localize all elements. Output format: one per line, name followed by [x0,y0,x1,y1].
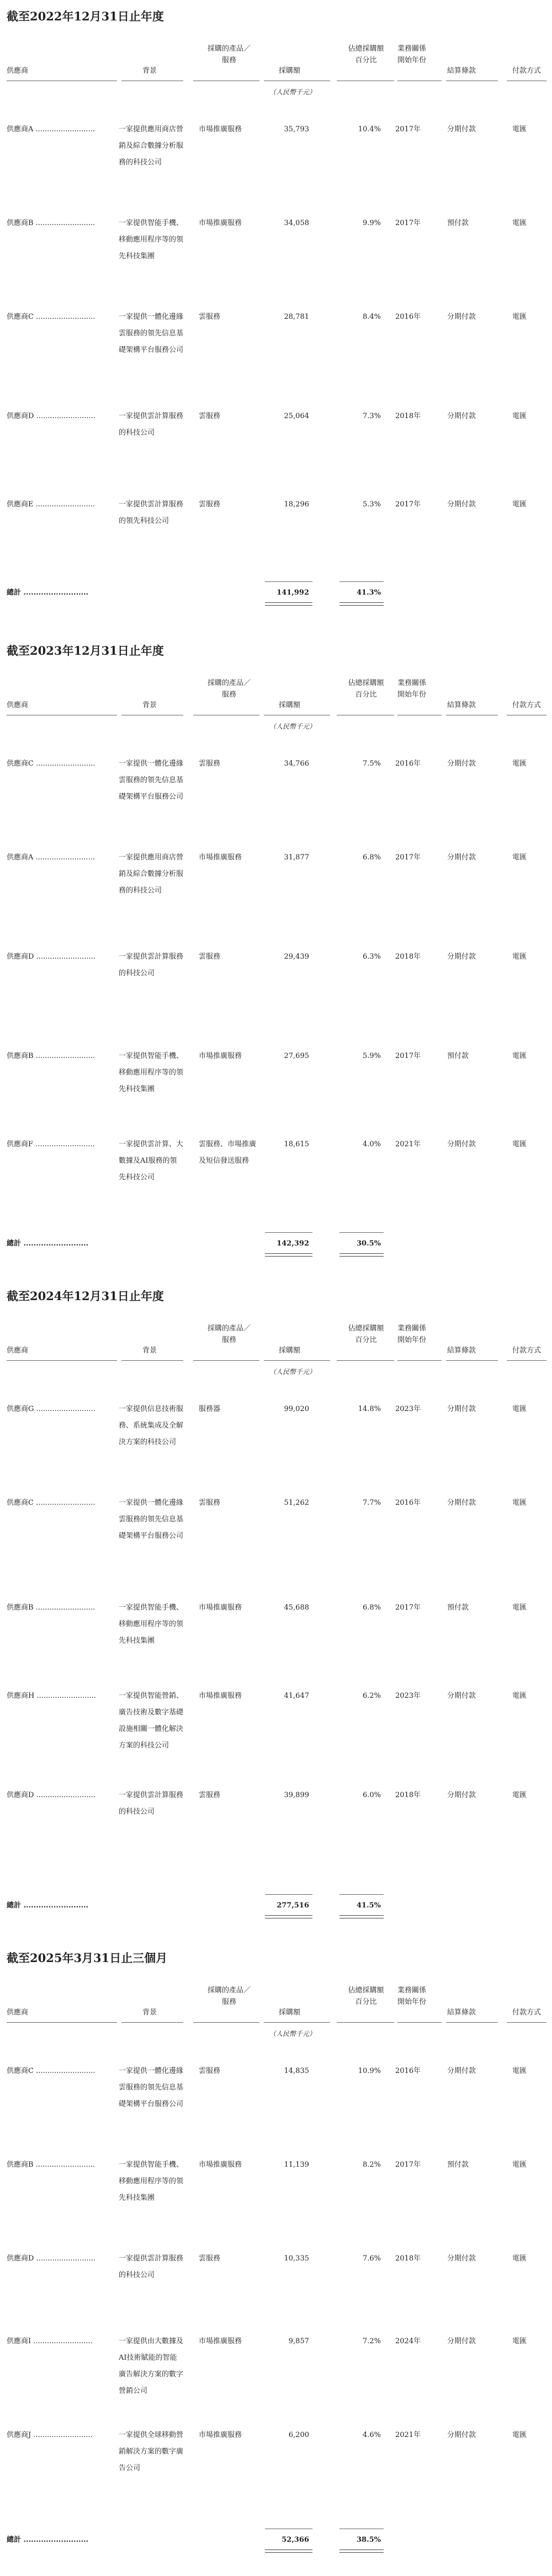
relationship-since: 2017年 [395,1604,421,1612]
supplier-background: 一家提供全球移動營銷解決方案的數字廣告公司 [119,2431,184,2472]
settlement-terms: 分期付款 [447,853,476,862]
header-underline [507,2022,546,2023]
total-double-underline [339,1915,384,1918]
relationship-since: 2017年 [395,125,421,133]
header-background: 背景 [142,701,157,709]
header-underline [446,2022,498,2023]
supplier-name: 供應商D .......................... [7,1791,95,1799]
supplier-background: 一家提供一體化邊緣雲服務的領先信息基礎架構平台服務公司 [119,1499,184,1540]
total-double-underline [265,1253,312,1257]
payment-method: 電匯 [512,2067,527,2075]
header-supplier: 供應商 [7,1346,29,1355]
relationship-since: 2018年 [395,412,421,420]
relationship-since: 2017年 [395,1052,421,1060]
procured-category: 服務器 [199,1405,221,1413]
header-settle: 結算條款 [447,1346,476,1355]
header-payment: 付款方式 [512,2008,542,2017]
header-pct: 佔總採購額百分比 [348,1986,384,2006]
header-pct: 佔總採購額百分比 [348,45,384,65]
purchase-percentage: 7.6% [362,2254,381,2263]
supplier-background: 一家提供一體化邊緣雲服務的領先信息基礎架構平台服務公司 [119,313,184,354]
header-pct: 佔總採購額百分比 [348,679,384,699]
purchase-percentage: 8.2% [362,2161,381,2169]
header-since: 業務關係開始年份 [397,45,426,65]
payment-method: 電匯 [512,1052,527,1060]
purchase-amount: 9,857 [288,2337,309,2345]
total-amount: 277,516 [277,1901,309,1910]
supplier-background: 一家提供雲計算服務的科技公司 [119,1791,184,1816]
purchase-percentage: 7.2% [362,2337,381,2345]
unit-label: （人民幣千元） [269,2030,316,2038]
header-supplier: 供應商 [7,701,29,709]
total-percentage: 41.3% [356,589,381,597]
purchase-percentage: 7.7% [362,1499,381,1507]
total-top-line [265,1232,312,1233]
header-underline [337,2022,394,2023]
settlement-terms: 分期付款 [447,313,476,321]
settlement-terms: 分期付款 [447,1791,476,1799]
supplier-background: 一家提供應用商店營銷及綜合數據分析服務的科技公司 [119,853,184,895]
header-since: 業務關係開始年份 [397,1324,426,1344]
procured-category: 市場推廣服務 [199,1692,242,1700]
payment-method: 電匯 [512,2161,527,2169]
settlement-terms: 分期付款 [447,1499,476,1507]
settlement-terms: 分期付款 [447,953,476,961]
relationship-since: 2016年 [395,760,421,768]
payment-method: 電匯 [512,1604,527,1612]
header-payment: 付款方式 [512,1346,542,1355]
payment-method: 電匯 [512,1499,527,1507]
purchase-amount: 51,262 [284,1499,309,1507]
supplier-background: 一家提供智能手機、移動應用程序等的領先科技集團 [119,219,184,260]
settlement-terms: 分期付款 [447,500,476,509]
settlement-terms: 分期付款 [447,2337,476,2345]
relationship-since: 2024年 [395,2337,421,2345]
header-underline [337,1360,394,1361]
supplier-background: 一家提供智能營銷、廣告技術及數字基礎設施相關一體化解決方案的科技公司 [119,1692,184,1750]
purchase-amount: 18,615 [284,1140,309,1148]
purchase-percentage: 6.2% [362,1692,381,1700]
header-underline [264,2022,330,2023]
purchase-amount: 31,877 [284,853,309,862]
supplier-name: 供應商B .......................... [7,219,95,227]
payment-method: 電匯 [512,500,527,509]
supplier-name: 供應商A .......................... [7,125,95,133]
total-double-underline [339,602,384,606]
header-settle: 結算條款 [447,701,476,709]
purchase-amount: 99,020 [284,1405,309,1413]
header-underline [7,1360,117,1361]
supplier-name: 供應商C .......................... [7,1499,95,1507]
supplier-name: 供應商A .......................... [7,853,95,862]
unit-label: （人民幣千元） [269,1368,316,1376]
procured-category: 市場推廣服務 [199,1052,242,1060]
header-since: 業務關係開始年份 [397,1986,426,2006]
payment-method: 電匯 [512,953,527,961]
header-underline [7,2022,117,2023]
payment-method: 電匯 [512,1791,527,1799]
total-double-underline [265,602,312,606]
procured-category: 市場推廣服務 [199,1604,242,1612]
payment-method: 電匯 [512,1140,527,1148]
relationship-since: 2017年 [395,2161,421,2169]
purchase-percentage: 4.0% [362,1140,381,1148]
header-amount: 採購額 [279,67,301,75]
header-pct: 佔總採購額百分比 [348,1324,384,1344]
relationship-since: 2021年 [395,1140,421,1148]
payment-method: 電匯 [512,1405,527,1413]
purchase-amount: 6,200 [288,2431,309,2439]
supplier-background: 一家提供雲計算服務的科技公司 [119,412,184,437]
total-amount: 52,366 [282,2536,309,2544]
payment-method: 電匯 [512,2337,527,2345]
supplier-name: 供應商B .......................... [7,1052,95,1060]
relationship-since: 2023年 [395,1405,421,1413]
purchase-percentage: 5.9% [362,1052,381,1060]
supplier-name: 供應商J .......................... [7,2431,93,2439]
total-top-line [339,1232,384,1233]
header-payment: 付款方式 [512,67,542,75]
header-underline [507,1360,546,1361]
supplier-name: 供應商C .......................... [7,313,95,321]
header-underline [121,1360,183,1361]
header-amount: 採購額 [279,2008,301,2017]
header-supplier: 供應商 [7,67,29,75]
settlement-terms: 分期付款 [447,760,476,768]
purchase-percentage: 10.9% [358,2067,381,2075]
settlement-terms: 分期付款 [447,1140,476,1148]
header-underline [193,2022,259,2023]
section-title: 截至2023年12月31日止年度 [7,644,164,658]
supplier-name: 供應商G .......................... [7,1405,95,1413]
purchase-amount: 10,335 [284,2254,309,2263]
supplier-name: 供應商F .......................... [7,1140,95,1148]
header-background: 背景 [142,2008,157,2017]
payment-method: 電匯 [512,1692,527,1700]
purchase-amount: 39,899 [284,1791,309,1799]
total-double-underline [339,2550,384,2553]
total-amount: 141,992 [277,589,309,597]
period-section [0,1280,552,1914]
purchase-percentage: 7.3% [362,412,381,420]
header-category: 採購的產品／服務 [207,1986,251,2006]
supplier-background: 一家提供雲計算服務的科技公司 [119,2254,184,2279]
purchase-amount: 28,781 [284,313,309,321]
purchase-percentage: 9.9% [362,219,381,227]
relationship-since: 2016年 [395,2067,421,2075]
settlement-terms: 預付款 [447,1604,469,1612]
supplier-background: 一家提供信息技術服務、系統集成及全解決方案的科技公司 [119,1405,184,1446]
header-category: 採購的產品／服務 [207,1324,251,1344]
relationship-since: 2018年 [395,953,421,961]
relationship-since: 2016年 [395,1499,421,1507]
total-percentage: 30.5% [356,1239,381,1248]
purchase-amount: 27,695 [284,1052,309,1060]
purchase-amount: 34,766 [284,760,309,768]
header-background: 背景 [142,67,157,75]
settlement-terms: 預付款 [447,219,469,227]
header-category: 採購的產品／服務 [207,679,251,699]
relationship-since: 2017年 [395,853,421,862]
payment-method: 電匯 [512,2431,527,2439]
total-double-underline [265,1915,312,1918]
purchase-percentage: 6.8% [362,853,381,862]
procured-category: 雲服務 [199,953,221,961]
purchase-amount: 29,439 [284,953,309,961]
supplier-background: 一家提供雲計算、大數據及AI服務的領先科技公司 [119,1140,184,1182]
payment-method: 電匯 [512,313,527,321]
relationship-since: 2018年 [395,2254,421,2263]
procured-category: 市場推廣服務 [199,2431,242,2439]
purchase-amount: 34,058 [284,219,309,227]
purchase-amount: 11,139 [284,2161,309,2169]
unit-label: （人民幣千元） [269,88,316,96]
payment-method: 電匯 [512,853,527,862]
total-percentage: 41.5% [356,1901,381,1910]
total-percentage: 38.5% [356,2536,381,2544]
header-settle: 結算條款 [447,2008,476,2017]
supplier-background: 一家提供雲計算服務的科技公司 [119,953,184,977]
period-section [0,0,552,634]
settlement-terms: 分期付款 [447,2067,476,2075]
header-underline [121,2022,183,2023]
header-settle: 結算條款 [447,67,476,75]
relationship-since: 2016年 [395,313,421,321]
procured-category: 雲服務 [199,313,221,321]
purchase-percentage: 6.3% [362,953,381,961]
header-since: 業務關係開始年份 [397,679,426,699]
header-underline [397,1360,442,1361]
relationship-since: 2018年 [395,1791,421,1799]
supplier-background: 一家提供應用商店營銷及綜合數據分析服務的科技公司 [119,125,184,167]
procured-category: 雲服務 [199,1499,221,1507]
payment-method: 電匯 [512,125,527,133]
payment-method: 電匯 [512,219,527,227]
total-label: 總計 .......................... [7,589,89,597]
period-section [0,1942,552,2576]
supplier-background: 一家提供一體化邊緣雲服務的領先信息基礎架構平台服務公司 [119,760,184,801]
purchase-percentage: 8.4% [362,313,381,321]
procured-category: 市場推廣服務 [199,125,242,133]
supplier-name: 供應商B .......................... [7,2161,95,2169]
procured-category: 雲服務 [199,2067,221,2075]
settlement-terms: 預付款 [447,2161,469,2169]
relationship-since: 2023年 [395,1692,421,1700]
section-title: 截至2022年12月31日止年度 [7,9,164,23]
settlement-terms: 分期付款 [447,412,476,420]
purchase-percentage: 10.4% [358,125,381,133]
supplier-background: 一家提供智能手機、移動應用程序等的領先科技集團 [119,1052,184,1093]
payment-method: 電匯 [512,412,527,420]
purchase-amount: 25,064 [284,412,309,420]
purchase-percentage: 6.8% [362,1604,381,1612]
settlement-terms: 預付款 [447,1052,469,1060]
relationship-since: 2017年 [395,500,421,509]
procured-category: 市場推廣服務 [199,2337,242,2345]
section-title: 截至2025年3月31日止三個月 [7,1951,168,1965]
supplier-name: 供應商C .......................... [7,760,95,768]
relationship-since: 2017年 [395,219,421,227]
procured-category: 市場推廣服務 [199,2161,242,2169]
procured-category: 雲服務 [199,2254,221,2263]
settlement-terms: 分期付款 [447,1692,476,1700]
unit-label: （人民幣千元） [269,723,316,730]
total-label: 總計 .......................... [7,2536,89,2544]
header-background: 背景 [142,1346,157,1355]
purchase-amount: 18,296 [284,500,309,509]
purchase-percentage: 4.6% [362,2431,381,2439]
supplier-name: 供應商C .......................... [7,2067,95,2075]
purchase-percentage: 14.8% [358,1405,381,1413]
header-underline [193,1360,259,1361]
supplier-name: 供應商D .......................... [7,953,95,961]
purchase-amount: 35,793 [284,125,309,133]
supplier-background: 一家提供一體化邊緣雲服務的領先信息基礎架構平台服務公司 [119,2067,184,2108]
procured-category: 雲服務 [199,1791,221,1799]
relationship-since: 2021年 [395,2431,421,2439]
total-double-underline [339,1253,384,1257]
supplier-name: 供應商E .......................... [7,500,95,509]
period-section [0,634,552,1269]
settlement-terms: 分期付款 [447,2254,476,2263]
header-supplier: 供應商 [7,2008,29,2017]
header-amount: 採購額 [279,1346,301,1355]
supplier-name: 供應商I .......................... [7,2337,93,2345]
payment-method: 電匯 [512,2254,527,2263]
supplier-name: 供應商D .......................... [7,412,95,420]
supplier-name: 供應商B .......................... [7,1604,95,1612]
total-label: 總計 .......................... [7,1901,89,1910]
purchase-amount: 14,835 [284,2067,309,2075]
header-amount: 採購額 [279,701,301,709]
total-top-line [339,1894,384,1895]
procured-category: 市場推廣服務 [199,219,242,227]
supplier-name: 供應商D .......................... [7,2254,95,2263]
header-category: 採購的產品／服務 [207,45,251,65]
procured-category: 市場推廣服務 [199,853,242,862]
total-top-line [339,581,384,582]
settlement-terms: 分期付款 [447,1405,476,1413]
header-underline [397,2022,442,2023]
payment-method: 電匯 [512,760,527,768]
settlement-terms: 分期付款 [447,2431,476,2439]
total-top-line [265,1894,312,1895]
header-payment: 付款方式 [512,701,542,709]
procured-category: 雲服務 [199,500,221,509]
purchase-amount: 45,688 [284,1604,309,1612]
purchase-amount: 41,647 [284,1692,309,1700]
supplier-background: 一家提供由大數據及AI技術賦能的智能廣告解決方案的數字營銷公司 [119,2337,184,2395]
supplier-name: 供應商H .......................... [7,1692,96,1700]
header-underline [446,1360,498,1361]
procured-category: 雲服務 [199,760,221,768]
settlement-terms: 分期付款 [447,125,476,133]
purchase-percentage: 6.0% [362,1791,381,1799]
procured-category: 雲服務、市場推廣及短信發送服務 [199,1140,257,1165]
supplier-background: 一家提供智能手機、移動應用程序等的領先科技集團 [119,2161,184,2202]
total-double-underline [265,2550,312,2553]
total-label: 總計 .......................... [7,1239,89,1248]
total-amount: 142,392 [277,1239,309,1248]
header-underline [264,1360,330,1361]
supplier-background: 一家提供智能手機、移動應用程序等的領先科技集團 [119,1604,184,1645]
procured-category: 雲服務 [199,412,221,420]
section-title: 截至2024年12月31日止年度 [7,1289,164,1303]
purchase-percentage: 5.3% [362,500,381,509]
total-top-line [265,581,312,582]
purchase-percentage: 7.5% [362,760,381,768]
supplier-background: 一家提供雲計算服務的領先科技公司 [119,500,184,525]
